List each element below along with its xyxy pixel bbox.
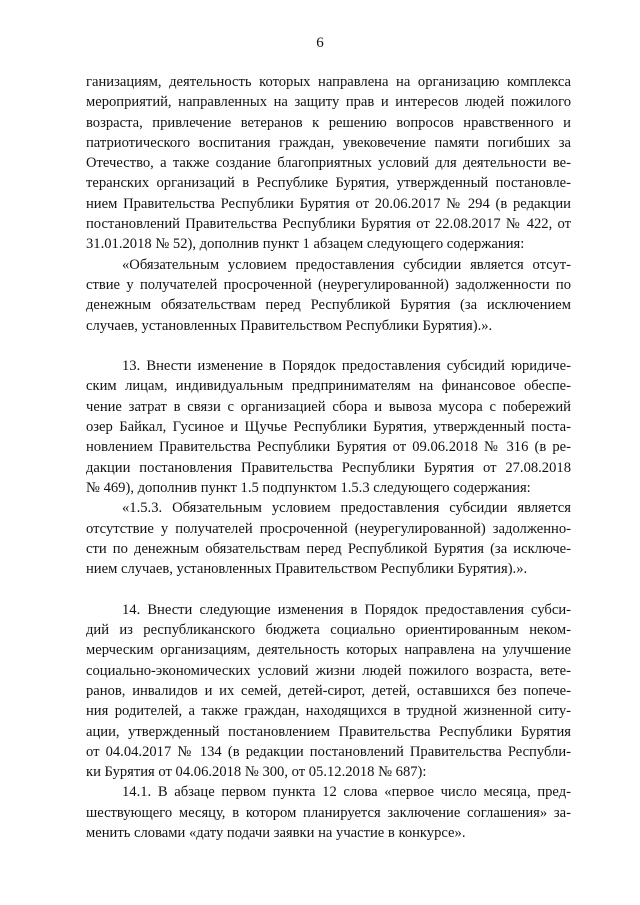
text-line: 31.01.2018 № 52), дополнив пункт 1 абзацем следующего содержания: [86,236,525,253]
text-line: мероприятий, направленных на защиту прав и интересов людей пожилого [86,94,571,111]
text-line: ским лицам, индивидуальным предпринимателям на финансовое обеспе- [86,378,571,395]
text-line: озер Байкал, Гусиное и Щучье Республики Бурятия, утвержденный поста- [86,419,571,436]
text-line: ганизациям, деятельность которых направлена на организацию комплекса [86,74,571,90]
text-line: случаев, установленных Правительством Республики Бурятия).». [86,317,493,334]
text-line: менить словами «дату подачи заявки на участие в конкурсе». [86,824,466,841]
paragraph-13 [86,356,571,498]
page-number: 6 [316,35,324,51]
paragraph-14-1 [86,782,571,843]
paragraph-12-quote [86,255,571,336]
text-line: нием Правительства Республики Бурятия от 20.06.2017 № 294 (в редакции [86,195,571,212]
paragraph-13-quote [86,498,571,579]
text-line: денежным обязательствам перед Республикой Бурятия (за исключением [86,297,571,314]
text-line: дий из республиканского бюджета социально ориентированным неком- [86,622,571,639]
paragraph-spacer [86,336,571,356]
text-line: № 469), дополнив пункт 1.5 подпунктом 1.5.3 следующего содержания: [86,479,531,496]
text-line: постановлений Правительства Республики Бурятия от 22.08.2017 № 422, от [86,216,571,233]
text-line: ации, утвержденный постановлением Правительства Республики Бурятия [86,723,571,740]
text-line: ния родителей, а также граждан, находящихся в трудной жизненной ситу- [86,703,571,720]
text-line: чение затрат в связи с организацией сбора и вывоза мусора с побережий [86,398,571,415]
paragraph-spacer [86,579,571,599]
text-line: ранов, инвалидов и их семей, детей-сирот, детей, оставшихся без попече- [86,682,571,699]
text-line: нием случаев, установленных Правительством Республики Бурятия).». [86,561,528,578]
text-line: ки Бурятия от 04.06.2018 № 300, от 05.12.2018 № 687): [86,764,427,781]
text-line: 14.1. В абзаце первом пункта 12 слова «первое число месяца, пред- [122,784,571,801]
text-line: социально-экономических условий жизни людей пожилого возраста, вете- [86,662,571,679]
text-line: новлением Правительства Республики Бурятия от 09.06.2018 № 316 (в ре- [86,439,571,456]
document-body [86,72,571,843]
text-line: патриотического воспитания граждан, увековечение памяти погибших за [86,134,571,151]
text-line: ствие у получателей просроченной (неурегулированной) задолженности по [86,276,571,293]
text-line: возраста, привлечение ветеранов к решению вопросов нравственного и [86,114,571,131]
paragraph-12-continuation [86,72,571,255]
text-line: 13. Внести изменение в Порядок предоставления субсидий юридиче- [122,358,571,375]
text-line: отсутствие у получателей просроченной (неурегулированной) задолженно- [86,520,571,537]
text-line: шествующего месяцу, в котором планируется заключение соглашения» за- [86,804,571,821]
text-line: дакции постановления Правительства Республики Бурятия от 27.08.2018 [86,459,571,476]
paragraph-14 [86,600,571,783]
text-line: мерческим организациям, деятельность которых направлена на улучшение [86,642,571,659]
text-line: Отечество, а также создание благоприятных условий для деятельности ве- [86,155,571,172]
text-line: «Обязательным условием предоставления субсидии является отсут- [122,256,571,273]
text-line: теранских организаций в Республике Бурятия, утвержденный постановле- [86,175,571,192]
text-line: «1.5.3. Обязательным условием предоставления субсидии является [122,500,571,517]
text-line: от 04.04.2017 № 134 (в редакции постановлений Правительства Республи- [86,743,571,760]
text-line: 14. Внести следующие изменения в Порядок предоставления субси- [122,601,571,618]
text-line: сти по денежным обязательствам перед Республикой Бурятия (за исключе- [86,540,571,557]
